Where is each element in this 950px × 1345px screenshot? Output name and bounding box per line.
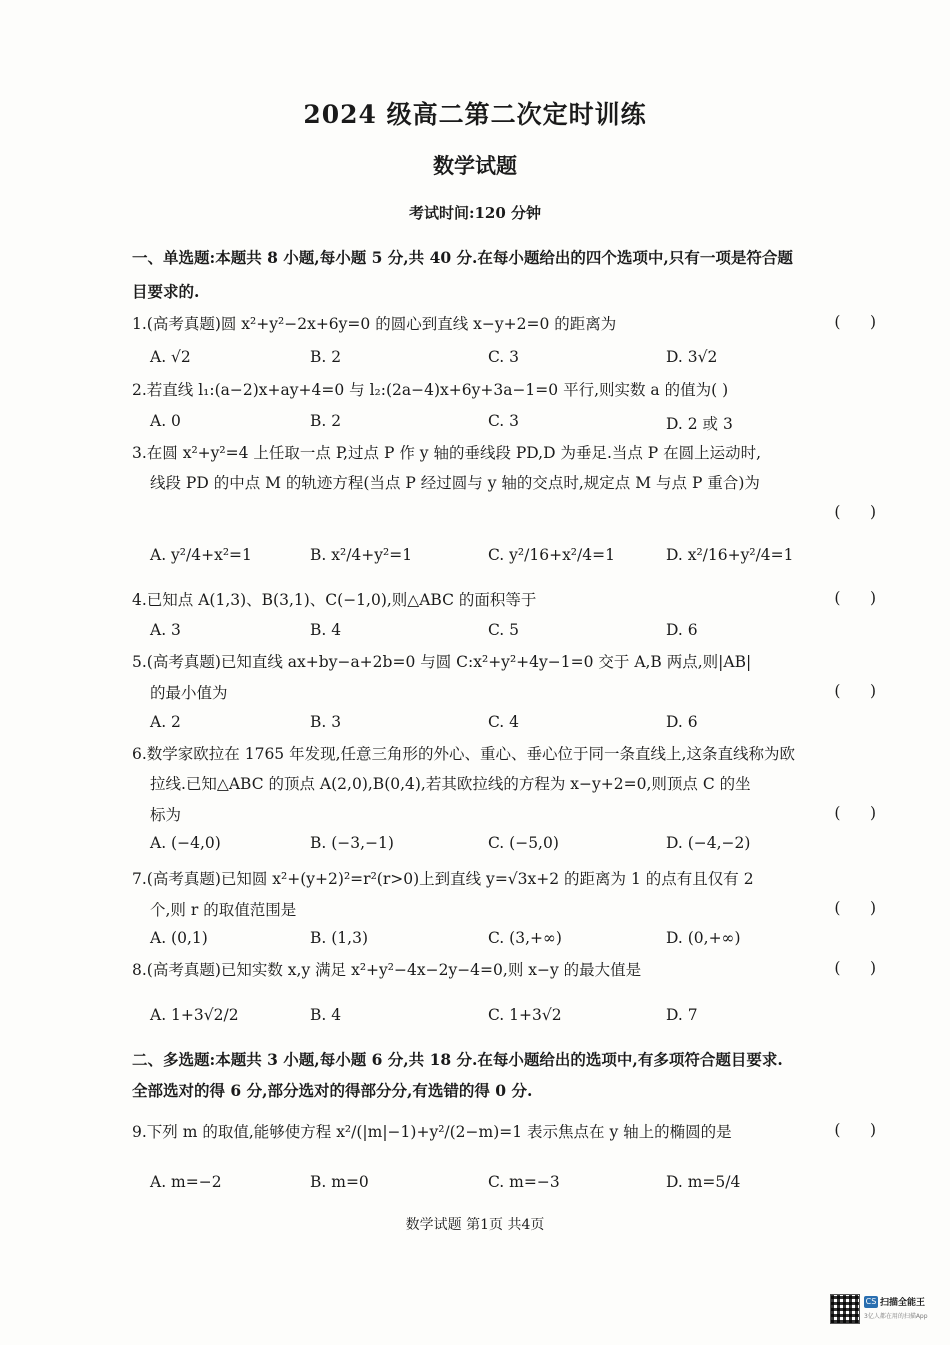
question-7-stem-cont: 个,则 r 的取值范围是 — [150, 901, 297, 919]
question-1-options — [150, 348, 870, 376]
question-3-stem: 3.在圆 x²+y²=4 上任取一点 P,过点 P 作 y 轴的垂线段 PD,D 为垂足.当点 P 在圆上运动时, — [132, 444, 762, 462]
question-9-options — [150, 1173, 870, 1201]
exam-subtitle: 数学试题 — [433, 153, 517, 178]
question-3-options — [150, 546, 870, 574]
option-d: D. x²/16+y²/4=1 — [666, 546, 794, 564]
option-c: C. 4 — [488, 713, 520, 731]
option-d: D. (−4,−2) — [666, 834, 751, 852]
section2-heading-cont: 全部选对的得 6 分,部分选对的得部分分,有选错的得 0 分. — [132, 1081, 533, 1100]
answer-bracket: ( ) — [834, 682, 876, 700]
option-b: B. x²/4+y²=1 — [310, 546, 413, 564]
question-4-options — [150, 621, 870, 649]
question-2-options — [150, 412, 870, 440]
option-a: A. y²/4+x²=1 — [150, 546, 252, 564]
question-8-stem: 8.(高考真题)已知实数 x,y 满足 x²+y²−4x−2y−4=0,则 x−y 的最大值是 — [132, 961, 642, 979]
question-6-stem: 6.数学家欧拉在 1765 年发现,任意三角形的外心、重心、垂心位于同一条直线上,这条直线称为欧 — [132, 745, 795, 763]
section1-heading-cont: 目要求的. — [132, 282, 200, 301]
question-8-options — [150, 1006, 870, 1034]
exam-time: 考试时间:120 分钟 — [408, 204, 542, 222]
option-d: D. 7 — [666, 1006, 698, 1024]
page-footer: 数学试题 第1页 共4页 — [405, 1217, 545, 1233]
option-b: B. 2 — [310, 348, 342, 366]
option-c: C. 5 — [488, 621, 520, 639]
option-d: D. 6 — [666, 713, 698, 731]
option-c: C. 3 — [488, 348, 520, 366]
question-4-stem: 4.已知点 A(1,3)、B(3,1)、C(−1,0),则△ABC 的面积等于 — [132, 591, 537, 609]
option-b: B. 2 — [310, 412, 342, 430]
option-a: A. 3 — [150, 621, 181, 639]
question-9-stem: 9.下列 m 的取值,能够使方程 x²/(|m|−1)+y²/(2−m)=1 表示焦点在 y 轴上的椭圆的是 — [132, 1123, 732, 1141]
option-a: A. √2 — [150, 348, 191, 366]
option-d: D. (0,+∞) — [666, 929, 741, 947]
option-a: A. 0 — [150, 412, 181, 430]
option-b: B. 4 — [310, 621, 342, 639]
option-a: A. m=−2 — [150, 1173, 222, 1191]
option-c: C. (3,+∞) — [488, 929, 562, 947]
answer-bracket: ( ) — [834, 589, 876, 607]
question-7-options — [150, 929, 870, 957]
scanner-watermark — [830, 1294, 930, 1324]
answer-bracket: ( ) — [834, 503, 876, 521]
option-b: B. 3 — [310, 713, 342, 731]
option-a: A. (−4,0) — [150, 834, 221, 852]
option-b: B. 4 — [310, 1006, 342, 1024]
option-d: D. 6 — [666, 621, 698, 639]
scanner-logo-icon: CS — [865, 1297, 877, 1306]
option-c: C. y²/16+x²/4=1 — [488, 546, 615, 564]
question-2-stem: 2.若直线 l₁:(a−2)x+ay+4=0 与 l₂:(2a−4)x+6y+3a−1=0 平行,则实数 a 的值为( ) — [132, 381, 729, 399]
option-a: A. 1+3√2/2 — [150, 1006, 239, 1024]
answer-bracket: ( ) — [834, 1121, 876, 1139]
qr-code-icon — [830, 1294, 860, 1324]
option-b: B. m=0 — [310, 1173, 369, 1191]
option-a: A. (0,1) — [150, 929, 208, 947]
answer-bracket: ( ) — [834, 959, 876, 977]
option-c: C. (−5,0) — [488, 834, 559, 852]
question-1-stem: 1.(高考真题)圆 x²+y²−2x+6y=0 的圆心到直线 x−y+2=0 的距离为 — [132, 315, 617, 333]
question-7-stem: 7.(高考真题)已知圆 x²+(y+2)²=r²(r>0)上到直线 y=√3x+2 的距离为 1 的点有且仅有 2 — [132, 870, 754, 888]
answer-bracket: ( ) — [834, 804, 876, 822]
option-b: B. (−3,−1) — [310, 834, 394, 852]
question-6-options — [150, 834, 870, 862]
scanner-name: 扫描全能王 — [880, 1298, 926, 1308]
question-6-stem-cont2: 标为 — [150, 806, 182, 824]
section2-heading: 二、多选题:本题共 3 小题,每小题 6 分,共 18 分.在每小题给出的选项中,有多项符合题目要求. — [132, 1050, 783, 1069]
option-c: C. 3 — [488, 412, 520, 430]
question-5-stem-cont: 的最小值为 — [150, 684, 228, 702]
option-a: A. 2 — [150, 713, 181, 731]
option-d: D. m=5/4 — [666, 1173, 741, 1191]
question-3-stem-cont: 线段 PD 的中点 M 的轨迹方程(当点 P 经过圆与 y 轴的交点时,规定点 M 与点 P 重合)为 — [150, 474, 760, 492]
option-c: C. m=−3 — [488, 1173, 560, 1191]
option-d: D. 2 或 3 — [666, 415, 733, 433]
question-5-options — [150, 713, 870, 741]
scanner-tagline: 3亿人都在用的扫描App — [864, 1313, 928, 1320]
option-d: D. 3√2 — [666, 348, 718, 366]
exam-title: 2024 级高二第二次定时训练 — [303, 100, 647, 129]
question-5-stem: 5.(高考真题)已知直线 ax+by−a+2b=0 与圆 C:x²+y²+4y−1=0 交于 A,B 两点,则|AB| — [132, 653, 752, 671]
option-b: B. (1,3) — [310, 929, 368, 947]
section1-heading: 一、单选题:本题共 8 小题,每小题 5 分,共 40 分.在每小题给出的四个选项中,只有一项是符合题 — [132, 248, 793, 267]
answer-bracket: ( ) — [834, 313, 876, 331]
answer-bracket: ( ) — [834, 899, 876, 917]
option-c: C. 1+3√2 — [488, 1006, 562, 1024]
question-6-stem-cont: 拉线.已知△ABC 的顶点 A(2,0),B(0,4),若其欧拉线的方程为 x−y+2=0,则顶点 C 的坐 — [150, 775, 751, 793]
